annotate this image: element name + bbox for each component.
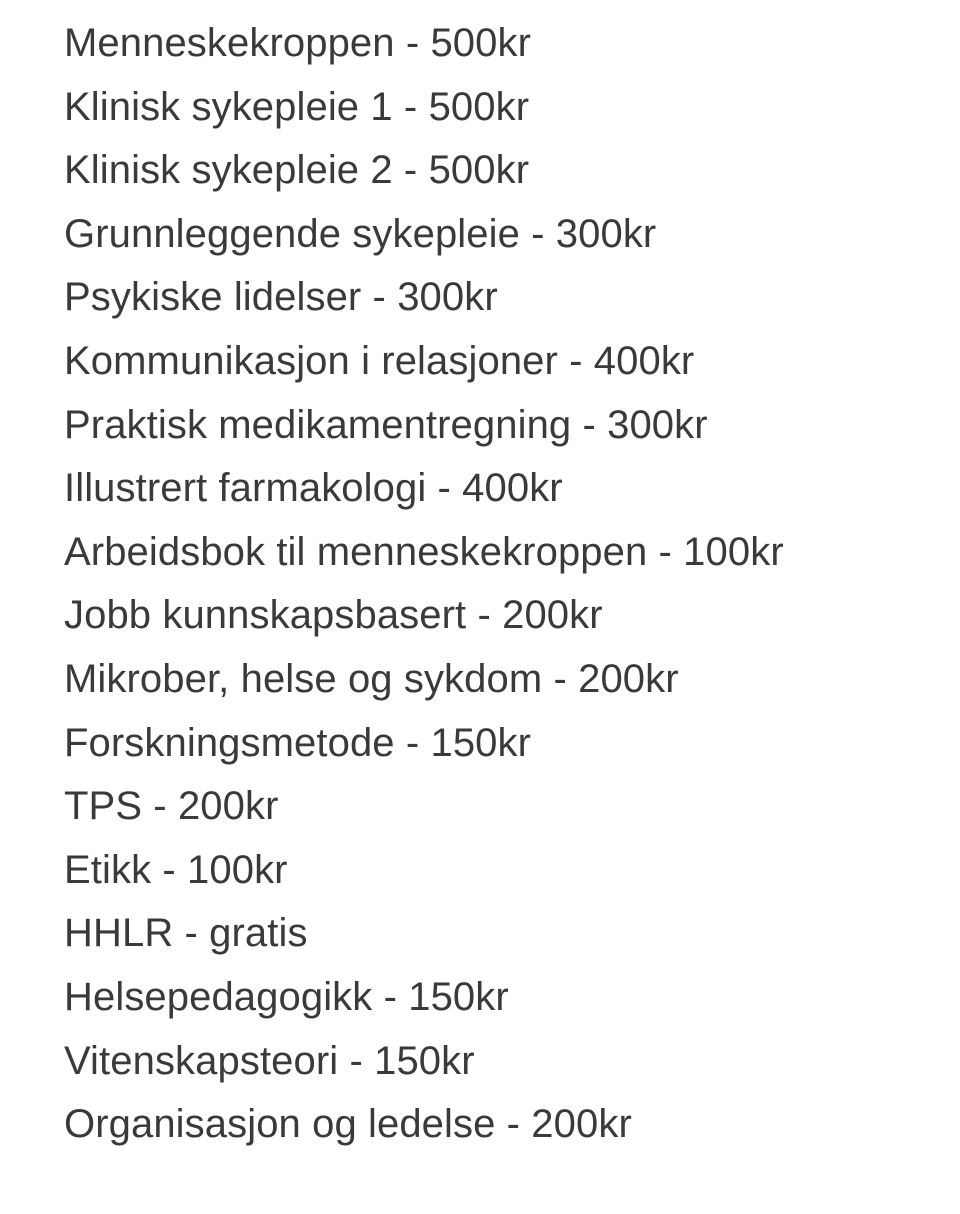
list-item: Organisasjon og ledelse - 200kr [64,1102,632,1147]
list-item: Vitenskapsteori - 150kr [64,1038,475,1083]
list-item: HHLR - gratis [64,911,308,956]
list-item: Grunnleggende sykepleie - 300kr [64,211,657,256]
list-item: Kommunikasjon i relasjoner - 400kr [64,338,695,383]
note-body[interactable] [64,12,944,1157]
list-item: Forskningsmetode - 150kr [64,720,532,765]
list-item: Helsepedagogikk - 150kr [64,974,509,1019]
list-item: Mikrober, helse og sykdom - 200kr [64,656,679,701]
list-item: TPS - 200kr [64,784,279,829]
list-item: Klinisk sykepleie 2 - 500kr [64,148,530,193]
list-item: Psykiske lidelser - 300kr [64,275,498,320]
list-item: Jobb kunnskapsbasert - 200kr [64,593,603,638]
list-item: Illustrert farmakologi - 400kr [64,466,563,511]
list-item: Etikk - 100kr [64,847,288,892]
list-item: Arbeidsbok til menneskekroppen - 100kr [64,529,784,574]
list-item: Menneskekroppen - 500kr [64,21,532,65]
list-item: Klinisk sykepleie 1 - 500kr [64,84,530,129]
list-item: Praktisk medikamentregning - 300kr [64,402,708,447]
